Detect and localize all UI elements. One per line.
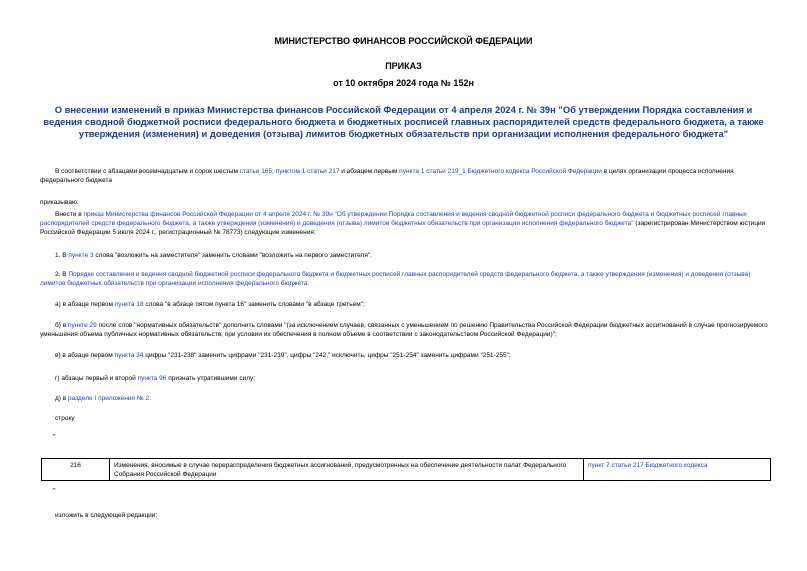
intro-text: (зарегистрирован Министерством юстиции Российской Федерации 5 июля 2024 г., регистрационный № 78773) следующие изменения: (40, 220, 766, 236)
intro-paragraph (40, 210, 771, 237)
sub-v-text: в) в абзаце первом (55, 352, 115, 359)
sub-g-paragraph (40, 374, 771, 383)
doc-type-heading: ПРИКАЗ (385, 61, 422, 71)
item-2-text: : (307, 280, 310, 287)
item-2-text: 2. В (55, 271, 69, 278)
sub-d-text: : (149, 395, 151, 402)
link-article-217[interactable]: пунктом 1 статьи 217 (275, 168, 340, 175)
link-point-29[interactable]: пункте 29 (67, 322, 97, 329)
title-link[interactable]: приказ Министерства финансов Российской Федерации от 4 апреля 2024 г. № 39н "Об утверждении Порядка составления и ведения сводной бюджетной росписи федерального бюджета и бюджетных росписей главных распорядителей средств федерального бюджета, а также утверждения (изменения) и доведения (отзыва) лимитов бюджетных обязательств при организации исполнения федерального бюджета" (43, 104, 764, 139)
closing-quote-mark: " (53, 488, 56, 495)
link-point-34[interactable]: пункта 34 (114, 352, 144, 359)
closing-paragraph: изложить в следующей редакции: (55, 512, 158, 519)
sub-v-text: цифры "231-238" заменить цифрами "231-239", цифры "242," исключить, цифры "251-254" заменить цифрами "251-255"; (143, 352, 511, 359)
preamble-text: в целях организации процесса исполнения федерального бюджета (40, 168, 734, 184)
sub-g-text: признать утратившими силу; (166, 375, 256, 382)
sub-g-text: г) абзацы первый и второй (55, 375, 138, 382)
order-word: приказываю: (40, 199, 79, 206)
link-section-1[interactable]: разделе I (68, 395, 97, 402)
sub-b-text: после слов "нормативных обязательств" дополнить словами "(за исключением случаев, связанных с уменьшением по решению Правительства Российской Федерации бюджетных ассигнований в случае прогнозируемого уменьшения объема публичных нормативных обязательств, при условии их обеспечения в полном объеме в соответствии с законодательством Российской Федерации)"; (40, 322, 768, 338)
table-description-cell: Изменения, вносимые в случае перераспределения бюджетных ассигнований, предусмотренных на обеспечение деятельности палат Федерального Собрания Российской Федерации (110, 459, 584, 480)
sub-a-paragraph (40, 300, 771, 309)
preamble-text: и абзацем первым (339, 168, 400, 175)
opening-quote-mark: " (53, 434, 56, 441)
ministry-heading: МИНИСТЕРСТВО ФИНАНСОВ РОССИЙСКОЙ ФЕДЕРАЦИИ (274, 36, 533, 46)
title-prefix: О внесении изменений в (54, 104, 173, 115)
sub-b-paragraph (40, 321, 771, 339)
item-2-paragraph (40, 270, 771, 288)
sub-d-paragraph (40, 394, 771, 403)
link-appendix-2[interactable]: приложения № 2 (98, 395, 150, 402)
link-point-96[interactable]: пункта 96 (137, 375, 167, 382)
sub-a-text: а) в абзаце первом (55, 301, 115, 308)
sub-v-paragraph (40, 351, 771, 360)
item-1-paragraph (40, 251, 771, 260)
link-point-3[interactable]: пункте 3 (68, 252, 94, 259)
link-point-18[interactable]: пункта 18 (114, 301, 144, 308)
link-point-7-article-217[interactable]: пункт 7 статьи 217 Бюджетного кодекса (588, 462, 708, 469)
link-procedure[interactable]: Порядке составления и ведения сводной бюджетной росписи федерального бюджета и бюджетных росписей главных распорядителей средств федерального бюджета, а также утверждения (изменения) и доведения (отзыва) лимитов бюджетных обязательств при организации исполнения федерального бюджета (40, 271, 751, 287)
sub-d-text: д) в (55, 395, 69, 402)
amendment-table-row (41, 458, 771, 481)
row-word: строку (55, 415, 75, 422)
preamble-paragraph (40, 167, 771, 185)
item-1-text: слова "возложить на заместителя" заменить словами "возложить на первого заместителя". (93, 252, 372, 259)
link-article-165[interactable]: статьи 165 (239, 168, 273, 175)
link-article-219-1[interactable]: пункта 1 статьи 219_1 Бюджетного кодекса Российской Федерации (399, 168, 602, 175)
sub-b-text: б) в (55, 322, 68, 329)
preamble-text: , (272, 168, 276, 175)
table-reference-cell (584, 459, 770, 480)
item-1-text: 1. В (55, 252, 69, 259)
link-order-39n[interactable]: приказ Министерства финансов Российской Федерации от 4 апреля 2024 г. № 39н "Об утверждении Порядка составления и ведения сводной бюджетной росписи федерального бюджета и бюджетных росписей главных распорядителей средств федерального бюджета, а также утверждения (изменения) и доведения (отзыва) лимитов бюджетных обязательств при организации исполнения федерального бюджета" (40, 211, 747, 227)
table-code-cell: 216 (42, 459, 110, 480)
preamble-text: В соответствии с абзацами восемнадцатым и сорок шестым (55, 168, 240, 175)
date-number-heading: от 10 октября 2024 года № 152н (333, 78, 474, 88)
sub-a-text: слова "в абзаце пятом пункта 16" заменить словами "в абзаце третьем"; (143, 301, 365, 308)
intro-text: Внести в (55, 211, 84, 218)
document-title (40, 104, 767, 140)
